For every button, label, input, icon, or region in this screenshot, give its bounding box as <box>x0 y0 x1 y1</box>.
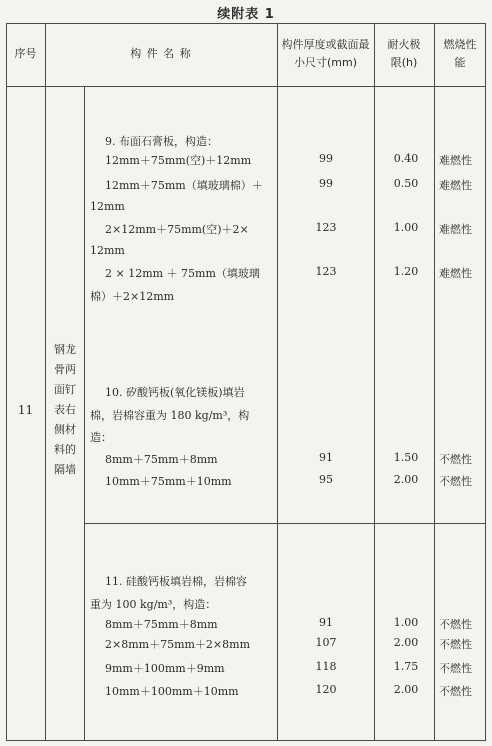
fire-limit-value: 2.00 <box>393 636 419 649</box>
thickness-value: 107 <box>315 636 337 649</box>
thickness-value: 91 <box>319 616 333 629</box>
combustion-value: 难燃性 <box>439 179 472 192</box>
construction-line: 12mm <box>90 244 125 257</box>
construction-line: 8mm＋75mm＋8mm <box>105 453 218 466</box>
combustion-value: 不燃性 <box>439 685 472 698</box>
fire-limit-value: 1.75 <box>393 660 419 673</box>
page-title: 续附表 1 <box>217 7 275 22</box>
combustion-value: 不燃性 <box>439 662 472 675</box>
col-divider-limit <box>434 23 435 741</box>
table-right-border <box>485 23 486 741</box>
fire-limit-value: 2.00 <box>393 473 419 486</box>
fire-limit-value: 0.40 <box>393 152 419 165</box>
thickness-value: 99 <box>319 177 333 190</box>
thickness-value: 99 <box>319 152 333 165</box>
fire-limit-value: 1.20 <box>393 265 419 278</box>
combustion-value: 难燃性 <box>439 154 472 167</box>
fire-limit-value: 1.50 <box>393 451 419 464</box>
fire-limit-value: 0.50 <box>393 177 419 190</box>
category-label: 钢龙骨两面钉表右侧材料的隔墙 <box>54 343 76 476</box>
fire-limit-value: 1.00 <box>393 221 419 234</box>
table-bottom-border <box>6 740 486 741</box>
header-fire-limit: 耐火极限(h) <box>387 38 421 69</box>
construction-line: 12mm＋75mm(空)＋12mm <box>105 154 252 167</box>
col-divider-name <box>277 23 278 741</box>
col-divider-thickness <box>374 23 375 741</box>
header-name: 构 件 名 称 <box>130 47 192 60</box>
construction-line: 10mm＋75mm＋10mm <box>105 475 232 488</box>
group10-title-line: 10. 矽酸钙板(氧化镁板)填岩 <box>105 386 245 399</box>
table-top-border <box>6 23 486 24</box>
construction-line: 2×8mm＋75mm＋2×8mm <box>105 638 251 651</box>
construction-line: 2 × 12mm ＋ 75mm（填玻璃 <box>105 267 260 280</box>
thickness-value: 91 <box>319 451 333 464</box>
combustion-value: 不燃性 <box>439 618 472 631</box>
group10-title-line: 造： <box>90 431 112 444</box>
thickness-value: 123 <box>315 221 337 234</box>
fire-limit-value: 1.00 <box>393 616 419 629</box>
combustion-value: 难燃性 <box>439 223 472 236</box>
thickness-value: 123 <box>315 265 337 278</box>
construction-line: 10mm＋100mm＋10mm <box>105 685 239 698</box>
group-divider <box>84 523 486 524</box>
combustion-value: 难燃性 <box>439 267 472 280</box>
group11-title-line: 11. 硅酸钙板填岩棉，岩棉容 <box>105 575 247 588</box>
header-thickness: 构件厚度或截面最小尺寸(mm) <box>281 38 370 69</box>
row-number: 11 <box>17 403 34 417</box>
group11-title-line: 重为 100 kg/m³，构造： <box>90 598 217 611</box>
header-divider <box>6 86 486 87</box>
thickness-value: 95 <box>319 473 333 486</box>
group10-title-line: 棉，岩棉容重为 180 kg/m³，构 <box>90 409 250 422</box>
construction-line: 棉）＋2×12mm <box>90 290 175 303</box>
col-divider-category <box>84 86 85 741</box>
fire-limit-value: 2.00 <box>393 683 419 696</box>
construction-line: 2×12mm＋75mm(空)＋2× <box>105 223 249 236</box>
table-left-border <box>6 23 7 741</box>
combustion-value: 不燃性 <box>439 475 472 488</box>
construction-line: 8mm＋75mm＋8mm <box>105 618 218 631</box>
construction-line: 12mm＋75mm（填玻璃棉）＋ <box>105 179 263 192</box>
col-divider-no <box>45 23 46 741</box>
construction-line: 12mm <box>90 200 125 213</box>
thickness-value: 118 <box>315 660 337 673</box>
thickness-value: 120 <box>315 683 337 696</box>
header-no: 序号 <box>14 47 37 60</box>
combustion-value: 不燃性 <box>439 638 472 651</box>
combustion-value: 不燃性 <box>439 453 472 466</box>
header-combustion: 燃烧性能 <box>443 38 477 69</box>
group9-title-line: 9. 布面石膏板，构造： <box>105 135 218 148</box>
construction-line: 9mm＋100mm＋9mm <box>105 662 225 675</box>
